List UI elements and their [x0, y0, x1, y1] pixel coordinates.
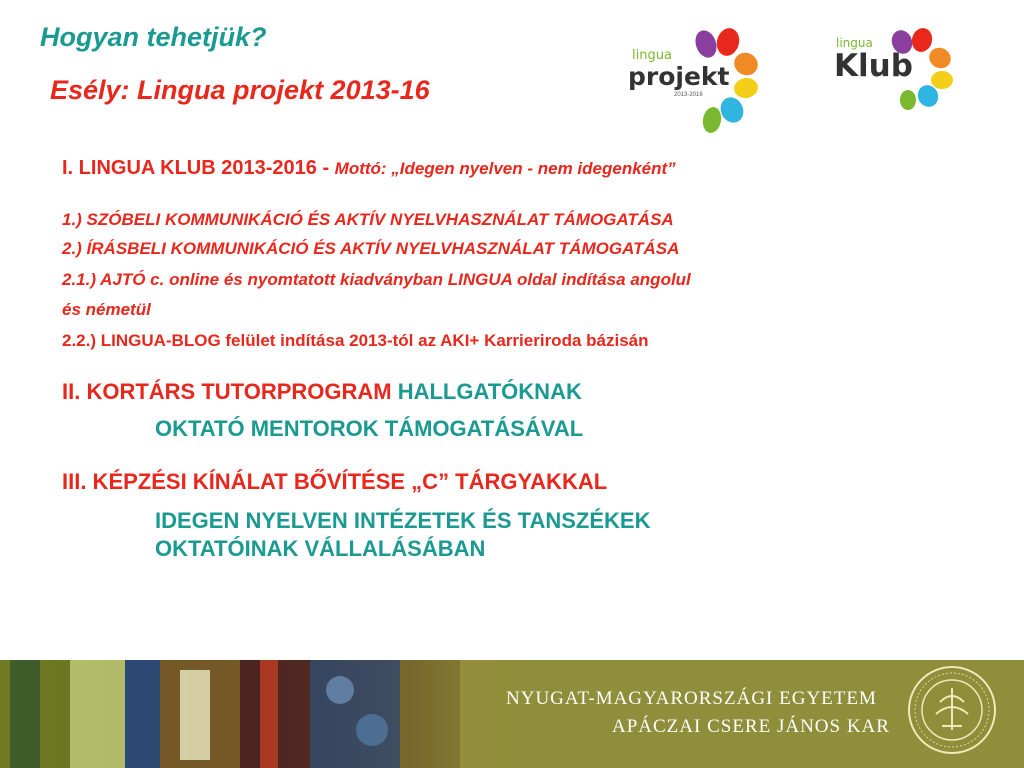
footer-banner — [0, 660, 1024, 768]
section1-heading: I. LINGUA KLUB 2013-2016 - — [62, 157, 335, 179]
page-title: Hogyan tehetjük? — [40, 22, 267, 52]
section1-item-3-cont: és németül — [62, 300, 151, 319]
section1-item-2: 2.) ÍRÁSBELI KOMMUNIKÁCIÓ ÉS AKTÍV NYELVHASZNÁLAT TÁMOGATÁSA — [62, 239, 680, 258]
logo-projekt-years: 2013-2016 — [674, 92, 703, 98]
section1-item-4: 2.2.) LINGUA-BLOG felület indítása 2013-tól az AKI+ Karrieriroda bázisán — [62, 331, 649, 350]
logo-klub-top-word: lingua — [836, 36, 873, 50]
lingua-projekt-logo — [628, 26, 763, 134]
section2-heading-teal: HALLGATÓKNAK — [397, 379, 582, 404]
logo-klub-main-word: Klub — [834, 48, 913, 84]
page-subtitle: Esély: Lingua projekt 2013-16 — [50, 75, 430, 105]
section1-item-3: 2.1.) AJTÓ c. online és nyomtatott kiadványban LINGUA oldal indítása angolul — [62, 270, 691, 289]
logo-projekt-top-word: lingua — [632, 48, 672, 63]
university-seal-icon — [906, 664, 998, 756]
stained-glass-image — [0, 660, 520, 768]
section3-line2: IDEGEN NYELVEN INTÉZETEK ÉS TANSZÉKEK — [155, 508, 651, 533]
section2-heading — [62, 379, 582, 405]
section1-heading-line — [62, 157, 676, 180]
section3-line3: OKTATÓINAK VÁLLALÁSÁBAN — [155, 536, 486, 561]
section1-item-1: 1.) SZÓBELI KOMMUNIKÁCIÓ ÉS AKTÍV NYELVHASZNÁLAT TÁMOGATÁSA — [62, 210, 674, 229]
section3-heading: III. KÉPZÉSI KÍNÁLAT BŐVÍTÉSE „C” TÁRGYAKKAL — [62, 469, 608, 494]
section2-line2: OKTATÓ MENTOROK TÁMOGATÁSÁVAL — [155, 416, 584, 441]
logo-projekt-main-word: projekt — [628, 62, 730, 91]
lingua-klub-logo — [830, 28, 960, 110]
footer-university-name: NYUGAT-MAGYARORSZÁGI EGYETEM — [506, 688, 877, 709]
footer-faculty-name: APÁCZAI CSERE JÁNOS KAR — [612, 716, 890, 737]
section2-heading-red: II. KORTÁRS TUTORPROGRAM — [62, 379, 398, 404]
section1-motto: Mottó: „Idegen nyelven - nem idegenként” — [334, 159, 676, 178]
